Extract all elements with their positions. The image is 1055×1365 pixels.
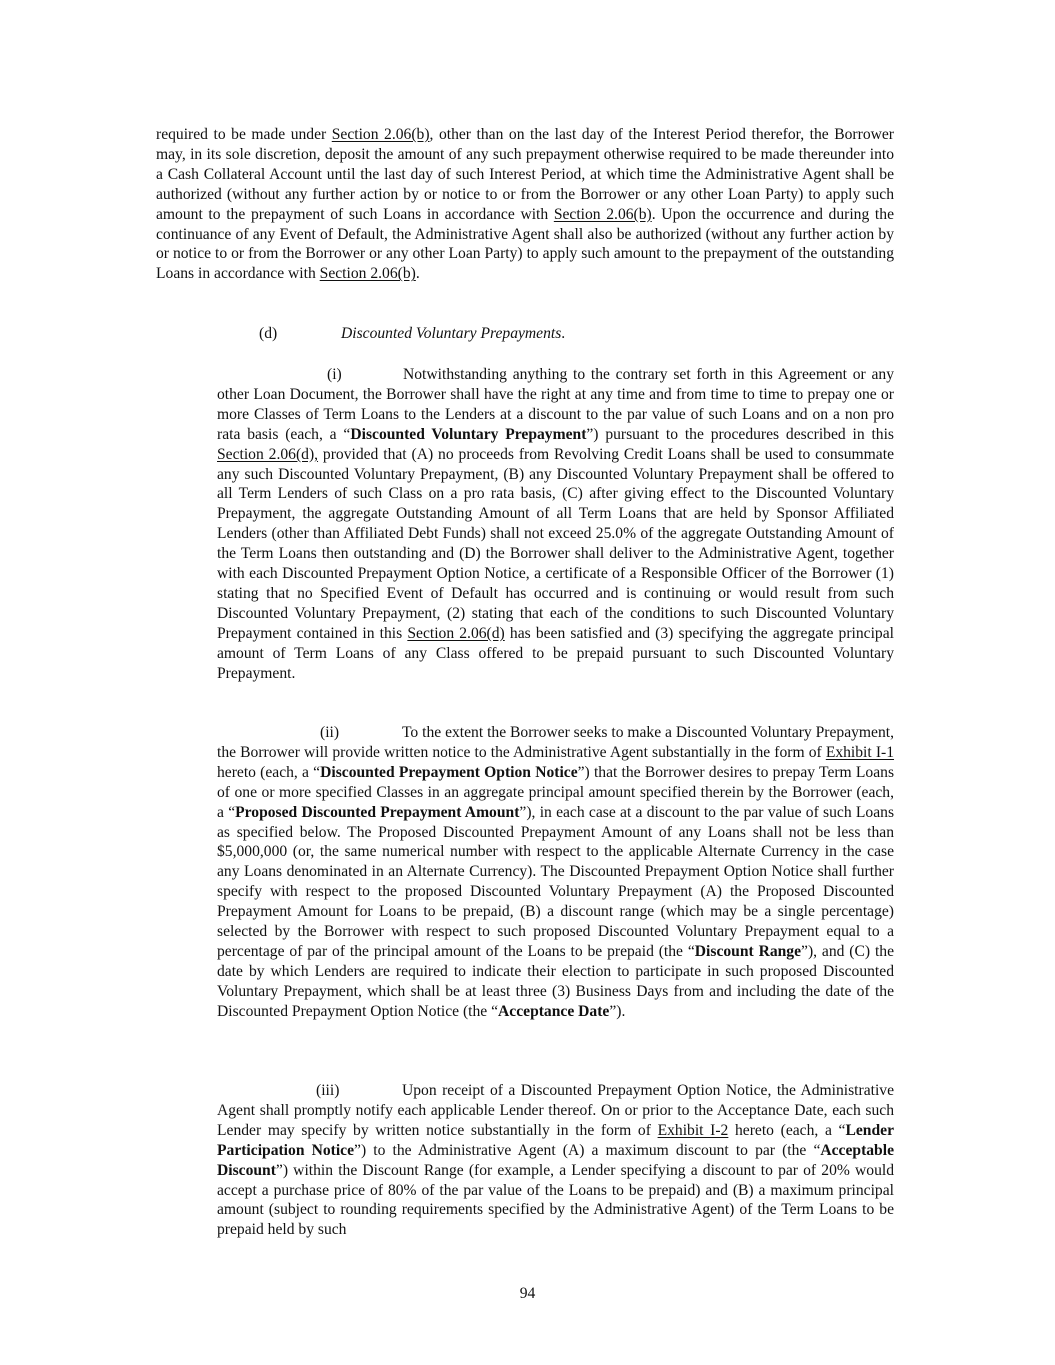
section-reference: Section 2.06(d) [407, 624, 505, 642]
section-reference: Section 2.06(d), [217, 445, 319, 463]
text-run: . [415, 265, 420, 283]
text-run: required to be made under [156, 126, 332, 143]
subsection-ii [217, 723, 894, 1022]
text-run: ”). [609, 1002, 626, 1020]
text-run: ”) to the Administrative Agent (A) a maximum discount to par (the “ [354, 1141, 821, 1159]
text-run: has been satisfied and (3) specifying the aggregate principal amount of Term Loans of any Class offered to be prepaid pursuant to such Discounted Voluntary Prepayment. [217, 624, 894, 682]
text-run: Upon receipt of a Discounted Prepayment Option Notice, the Administrative Agent shall promptly notify each applicable Lender thereof. On or prior to the Acceptance Date, each such Lender may specify by written notice substantially in the form of [217, 1082, 894, 1139]
section-reference: Section 2.06(b) [319, 265, 416, 283]
section-heading [259, 324, 759, 344]
text-run: ”), in each case at a discount to the par value of such Loans as specified below. The Proposed Discounted Prepayment Amount of any Loans shall not be less than $5,000,000 (or, the same numerical number with respect to the applicable Alternate Currency in the case any Loans denominated in an Alternate Currency). The Discounted Prepayment Option Notice shall further specify with respect to the proposed Discounted Voluntary Prepayment (A) the Proposed Discounted Prepayment Amount for Loans to be prepaid, (B) a discount range (which may be a single percentage) selected by the Borrower with respect to such proposed Discounted Voluntary Prepayment equal to a percentage of par of the principal amount of the Loans to be prepaid (the “ [217, 803, 895, 960]
subsection-number: (i) [327, 366, 342, 383]
defined-term: Discount Range [694, 942, 802, 960]
section-title: Discounted Voluntary Prepayments [341, 325, 562, 342]
text-run: ”) within the Discount Range (for example, a Lender specifying a discount to par of 20% would accept a purchase price of 80% of the par value of the Loans to be prepaid) and (B) a maximum principal amount (subject to rounding requirements specified by the Administrative Agent) of the Term Loans to be prepaid held by such [217, 1161, 894, 1239]
exhibit-reference: Exhibit I-2 [657, 1121, 729, 1139]
text-run: To the extent the Borrower seeks to make a Discounted Voluntary Prepayment, the Borrower will provide written notice to the Administrative Agent substantially in the form of [217, 724, 895, 761]
text-run: ”) that the Borrower desires to prepay Term Loans of one or more specified Classes in an aggregate principal amount specified therein by the Borrower (each, a “ [217, 763, 895, 821]
defined-term: Discounted Prepayment Option Notice [320, 763, 578, 781]
paragraph-continued [156, 125, 894, 284]
defined-term: Acceptance Date [498, 1002, 610, 1020]
section-title-end: . [561, 325, 566, 342]
subsection-i [217, 365, 894, 684]
text-run: Notwithstanding anything to the contrary set forth in this Agreement or any other Loan Document, the Borrower shall have the right at any time and from time to time to prepay one or more Classes of Term Loans to the Lenders at a discount to the par value of such Loans and on a non pro rata basis (each, a “ [217, 366, 894, 443]
defined-term: Lender Participation Notice [217, 1121, 894, 1159]
section-number: (d) [259, 325, 278, 342]
text-run: , other than on the last day of the Interest Period therefor, the Borrower may, in its sole discretion, deposit the amount of any such prepayment otherwise required to be made thereunder into a Cash Collateral Account until the last day of such Interest Period, at which time the Administrative Agent shall be authorized (without any further action by or notice to or from the Borrower or any other Loan Party) to apply such amount to the prepayment of such Loans in accordance with [156, 126, 894, 223]
subsection-number: (ii) [320, 724, 340, 741]
text-run: provided that (A) no proceeds from Revolving Credit Loans shall be used to consummate any such Discounted Voluntary Prepayment, (B) any Discounted Voluntary Prepayment shall be offered to all Term Lenders of such Class on a pro rata basis, (C) after giving effect to the Discounted Voluntary Prepayment, the aggregate Outstanding Amount of all Term Loans that are held by Sponsor Affiliated Lenders (other than Affiliated Debt Funds) shall not exceed 25.0% of the aggregate Outstanding Amount of the Term Loans then outstanding and (D) the Borrower shall deliver to the Administrative Agent, together with each Discounted Prepayment Option Notice, a certificate of a Responsible Officer of the Borrower (1) stating that no Specified Event of Default has occurred and is continuing or would result from such Discounted Voluntary Prepayment, (2) stating that each of the conditions to such Discounted Voluntary Prepayment contained in this [217, 445, 894, 642]
subsection-number: (iii) [316, 1082, 340, 1099]
subsection-iii [217, 1081, 894, 1240]
text-run: ”) pursuant to the procedures described in this [586, 425, 894, 443]
defined-term: Discounted Voluntary Prepayment [350, 425, 587, 443]
section-reference: Section 2.06(b) [331, 126, 430, 143]
text-run: ”), and (C) the date by which Lenders are required to indicate their election to participate in such proposed Discounted Voluntary Prepayment, which shall be at least three (3) Business Days from and including the date of the Discounted Prepayment Option Notice (the “ [217, 942, 895, 1020]
defined-term: Proposed Discounted Prepayment Amount [235, 803, 520, 821]
exhibit-reference: Exhibit I-1 [825, 743, 895, 761]
section-reference: Section 2.06(b) [553, 205, 652, 223]
page-number: 94 [519, 1285, 536, 1302]
text-run: . Upon the occurrence and during the continuance of any Event of Default, the Administrative Agent shall also be authorized (without any further action by or notice to or from the Borrower or any other Loan Party) to apply such amount to the prepayment of the outstanding Loans in accordance with [156, 205, 894, 283]
text-run: hereto (each, a “ [217, 763, 321, 781]
defined-term: Acceptable Discount [217, 1141, 894, 1179]
text-run: hereto (each, a “ [728, 1121, 846, 1139]
